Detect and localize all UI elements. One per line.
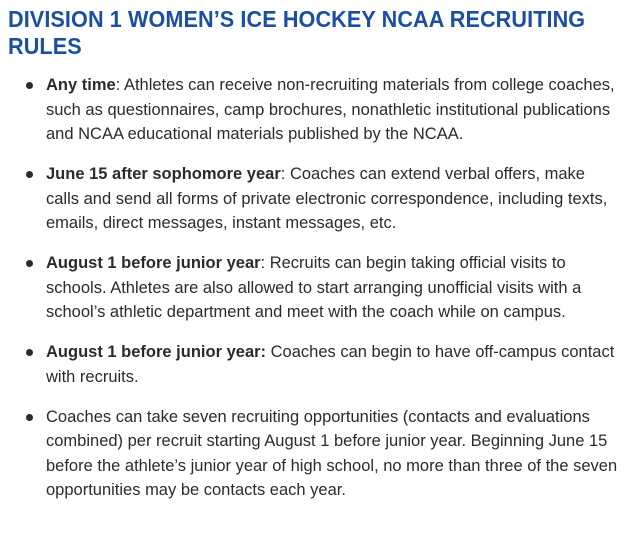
rule-lead: August 1 before junior year:: [46, 343, 267, 361]
rule-item-june-15: [8, 162, 619, 236]
bullet-icon: [26, 82, 33, 89]
page-title: DIVISION 1 WOMEN’S ICE HOCKEY NCAA RECRUITING RULES: [8, 6, 586, 59]
rule-separator: :: [280, 165, 290, 183]
rule-separator: :: [115, 76, 124, 94]
rule-lead: Any time: [46, 76, 116, 94]
rule-item-any-time: [8, 73, 619, 147]
rule-text: Athletes can receive non-recruiting materials from college coaches, such as questionnaires, camp brochures, nonathletic institutional publications and NCAA educational materials published by the NCAA.: [46, 76, 615, 143]
rule-text: Coaches can take seven recruiting opportunities (contacts and evaluations combined) per recruit starting August 1 before junior year. Beginning June 15 before the athlete’s junior year of high school, no more than three of the seven opportunities may be contacts each year.: [46, 407, 618, 499]
rules-list: [8, 73, 619, 503]
bullet-icon: [26, 260, 33, 267]
rule-item-recruiting-opportunities: [8, 405, 619, 503]
rule-lead: August 1 before junior year: [46, 254, 261, 272]
bullet-icon: [26, 414, 33, 421]
rule-text: Coaches can begin to have off-campus contact with recruits.: [46, 343, 615, 386]
rule-text: Coaches can extend verbal offers, make calls and send all forms of private electronic correspondence, including texts, emails, direct messages, instant messages, etc.: [46, 165, 608, 232]
bullet-icon: [26, 171, 33, 178]
bullet-icon: [26, 349, 33, 356]
rule-item-august-1-contact: [8, 340, 619, 389]
rule-item-august-1-visits: [8, 251, 619, 325]
rule-lead: June 15 after sophomore year: [46, 165, 281, 183]
rule-text: Recruits can begin taking official visits to schools. Athletes are also allowed to start arranging unofficial visits with a school’s athletic department and meet with the coach while on campus.: [46, 254, 582, 321]
rule-separator: :: [260, 254, 270, 272]
